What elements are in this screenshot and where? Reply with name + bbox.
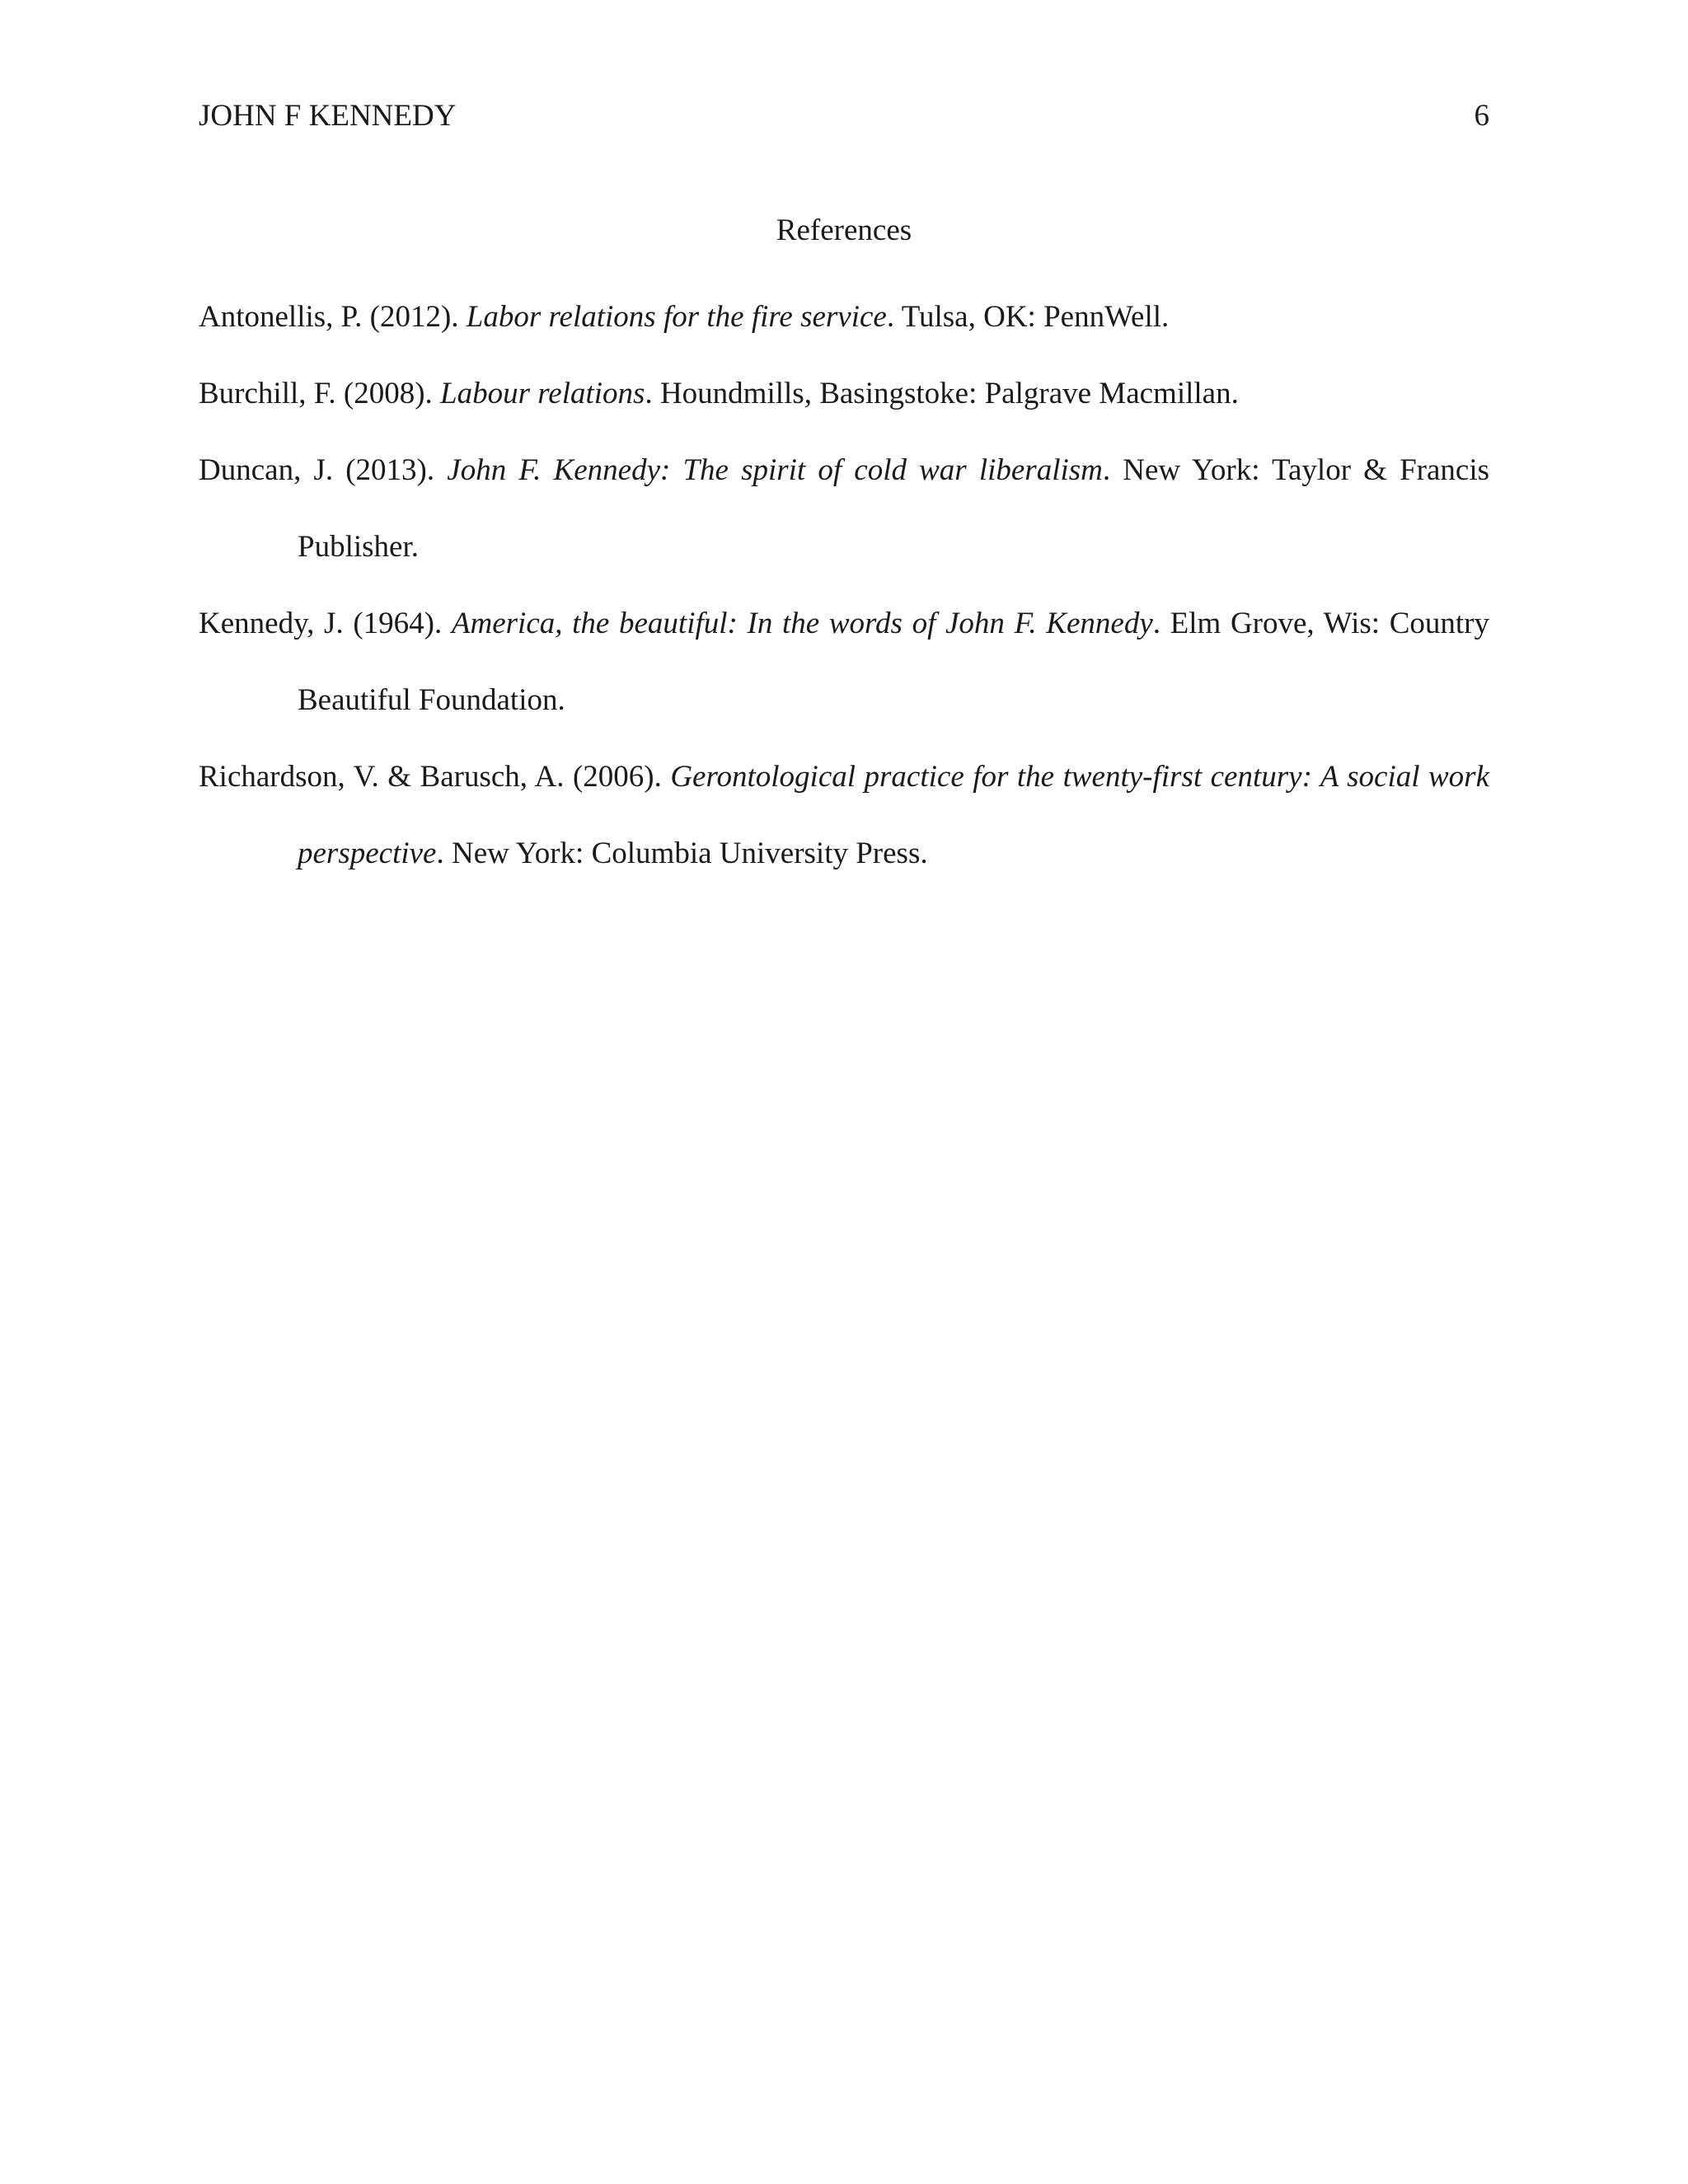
reference-publisher: . Houndmills, Basingstoke: Palgrave Macmillan. [645, 377, 1239, 410]
reference-authors-year: Duncan, J. (2013). [199, 453, 448, 487]
reference-entry [199, 279, 1489, 355]
reference-entry [199, 585, 1489, 738]
page-number: 6 [1474, 99, 1489, 133]
reference-authors-year: Richardson, V. & Barusch, A. (2006). [199, 760, 671, 794]
running-head: JOHN F KENNEDY [199, 99, 457, 133]
reference-entry [199, 738, 1489, 892]
reference-publisher: . Elm Grove, Wis: Country Beautiful Foundation. [298, 607, 1489, 717]
reference-authors-year: Burchill, F. (2008). [199, 377, 441, 410]
reference-title: Gerontological practice for the twenty-first century: A social work perspective [298, 760, 1489, 870]
reference-title: America, the beautiful: In the words of John F. Kennedy [451, 607, 1153, 640]
reference-entry [199, 432, 1489, 585]
reference-publisher: . New York: Columbia University Press. [436, 837, 928, 870]
reference-authors-year: Kennedy, J. (1964). [199, 607, 452, 640]
reference-title: Labour relations [440, 377, 645, 410]
reference-title: John F. Kennedy: The spirit of cold war liberalism [447, 453, 1103, 487]
reference-publisher: . New York: Taylor & Francis Publisher. [298, 453, 1490, 564]
reference-list [199, 279, 1489, 892]
references-heading: References [776, 213, 912, 247]
reference-title: Labor relations for the fire service [466, 300, 887, 334]
reference-entry [199, 355, 1489, 432]
reference-publisher: . Tulsa, OK: PennWell. [886, 300, 1170, 334]
reference-authors-year: Antonellis, P. (2012). [199, 300, 467, 334]
